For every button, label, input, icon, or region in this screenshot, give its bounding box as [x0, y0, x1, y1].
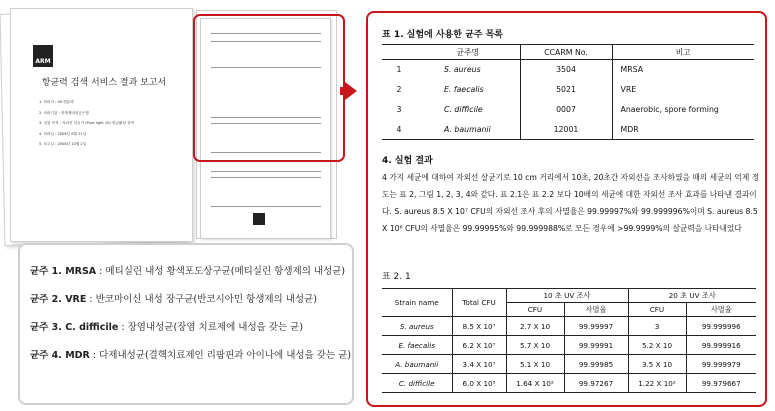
table-cell: 99.999916	[686, 336, 756, 355]
mini-rule	[211, 177, 321, 178]
uv-results-table	[382, 288, 756, 393]
table1-title: 표 1. 실험에 사용한 균주 목록	[382, 30, 503, 40]
table-header-cell: 비고	[612, 45, 754, 60]
table-row	[382, 60, 754, 80]
table-row	[382, 100, 754, 120]
report-meta-line: 1. 의뢰자 : 00 엔유텍	[39, 100, 74, 104]
table-header-cell: Total CFU	[452, 289, 506, 317]
report-meta-line: 3. 실험 목적 : 자외선 살균기 (Pure light 10) 항균활성 검색	[39, 121, 134, 125]
table-header-cell: 10 초 UV 조사	[506, 289, 628, 303]
strain-info-row	[30, 347, 352, 361]
table-cell: E. faecalis	[382, 336, 452, 355]
strain-label: 균주 4. MDR	[30, 350, 90, 361]
zoomed-results-panel	[366, 11, 767, 407]
table-cell: 99.97267	[564, 374, 628, 393]
strain-desc: : 다제내성균(결핵치료제인 리팜핀과 아이나에 내성을 갖는 균)	[89, 350, 352, 361]
table-row	[382, 374, 756, 393]
strain-info-row	[30, 291, 352, 305]
mini-logo	[253, 213, 265, 225]
table-cell: 5021	[520, 80, 612, 100]
table-cell: 99.99985	[564, 355, 628, 374]
strain-label: 균주 2. VRE	[30, 294, 87, 305]
table-cell: 99.99997	[564, 317, 628, 336]
table-row	[382, 120, 754, 140]
table-cell: 3	[628, 317, 686, 336]
table-cell: 99.99991	[564, 336, 628, 355]
table-cell: S. aureus	[444, 65, 481, 75]
table-row	[382, 336, 756, 355]
table-header-cell: 사멸율	[564, 303, 628, 317]
table-cell: 5.2 X 10	[628, 336, 686, 355]
table-cell: 0007	[520, 100, 612, 120]
table-cell: 1.22 X 10²	[628, 374, 686, 393]
table-row	[382, 317, 756, 336]
table-cell: A. baumanii	[382, 355, 452, 374]
table-cell: E. faecalis	[444, 85, 484, 94]
mini-rule	[211, 171, 321, 172]
table-header-cell: CFU	[628, 303, 686, 317]
strain-info-box	[18, 243, 354, 405]
results-heading: 4. 실험 결과	[382, 156, 433, 166]
table-row	[382, 355, 756, 374]
table-cell: 99.999979	[686, 355, 756, 374]
strain-desc: : 장염내성균(장염 치료제에 내성을 갖는 균)	[118, 322, 304, 333]
table-cell: MRSA	[612, 60, 754, 80]
strain-desc: : 반코마이신 내성 장구균(반코시아민 항생제의 내성균)	[86, 294, 317, 305]
strain-table	[382, 44, 754, 140]
table-header-cell: CFU	[506, 303, 564, 317]
table-cell: 12001	[520, 120, 612, 140]
table-cell: 8.5 X 10⁷	[452, 317, 506, 336]
table-header-row	[382, 45, 754, 60]
table-cell: 5.7 X 10	[506, 336, 564, 355]
strain-label: 균주 3. C. difficile	[30, 322, 119, 333]
table-cell: 1.64 X 10²	[506, 374, 564, 393]
strain-info-row	[30, 263, 352, 277]
table-header-cell	[382, 45, 416, 60]
mini-rule	[211, 206, 321, 207]
table-header-cell: 20 초 UV 조사	[628, 289, 756, 303]
results-paragraph: 4 가지 세균에 대하여 자외선 살균기로 10 cm 거리에서 10초, 20초간 자외선을 조사하였을 때의 세균의 억제 정도는 표 2, 그림 1, 2, 3, 4와 같다. 표 2.1은 표 2.2 보다 10배의 세균에 대한 자외선 조사 효과를 나타낸 결과이다. S. aureus 8.5 X 10⁷ CFU의 자외선 조사 후의 사멸율은 99.99997%와 99.999996%이며 S. aureus 8.5 X 10⁶ CFU의 사멸율은 99.99995%와 99.999988%로 모든 경우에 >99.9999%의 살균력을 나타내었다	[382, 173, 760, 233]
table-cell: A. baumanii	[416, 120, 520, 140]
report-meta-lines	[39, 97, 179, 150]
table-cell: VRE	[612, 80, 754, 100]
table-cell: 99.979667	[686, 374, 756, 393]
table-header-cell: 사멸율	[686, 303, 756, 317]
strain-info-row	[30, 319, 352, 333]
strain-desc: : 메티실린 내성 황색포도상구균(메티실린 항생제의 내성균)	[96, 266, 346, 277]
table-cell: 2.7 X 10	[506, 317, 564, 336]
report-meta-line: 5. 보고일 : 2008년 10월 2일	[39, 142, 87, 146]
table-cell: 3.4 X 10⁷	[452, 355, 506, 374]
report-meta-line: 4. 의뢰일 : 2008년 8월 21일	[39, 131, 87, 136]
report-meta-line: 2. 의뢰기관 : 항생제내성균은행	[39, 110, 89, 115]
table-cell: 99.999996	[686, 317, 756, 336]
table-cell: S. aureus	[382, 317, 452, 336]
table-cell: 2	[396, 85, 402, 94]
table-cell: 3504	[520, 60, 612, 80]
table-cell: C. difficile	[444, 105, 483, 114]
table-cell: C. difficile	[382, 374, 452, 393]
table-cell: MDR	[612, 120, 754, 140]
table2-title: 표 2. 1	[382, 272, 411, 282]
table-cell: 1	[396, 65, 402, 75]
table-header-cell: 균주명	[416, 45, 520, 60]
table-cell: 4	[382, 120, 416, 140]
table-cell: 3.5 X 10	[628, 355, 686, 374]
strain-label: 균주 1. MRSA	[30, 266, 97, 277]
table-cell: 6.2 X 10⁷	[452, 336, 506, 355]
right-arrow-icon	[345, 82, 357, 100]
table-cell: 3	[396, 105, 402, 114]
report-title: 항균력 검색 서비스 결과 보고서	[41, 78, 167, 88]
table-header-cell: Strain name	[382, 289, 452, 317]
highlight-frame	[193, 14, 345, 162]
arm-logo: ARM	[33, 45, 53, 67]
table-cell: Anaerobic, spore forming	[612, 100, 754, 120]
table-header-row	[382, 289, 756, 303]
report-cover-page	[10, 8, 193, 242]
table-cell: 6.0 X 10⁵	[452, 374, 506, 393]
table-row	[382, 80, 754, 100]
table-cell: 5.1 X 10	[506, 355, 564, 374]
table-header-cell: CCARM No.	[520, 45, 612, 60]
